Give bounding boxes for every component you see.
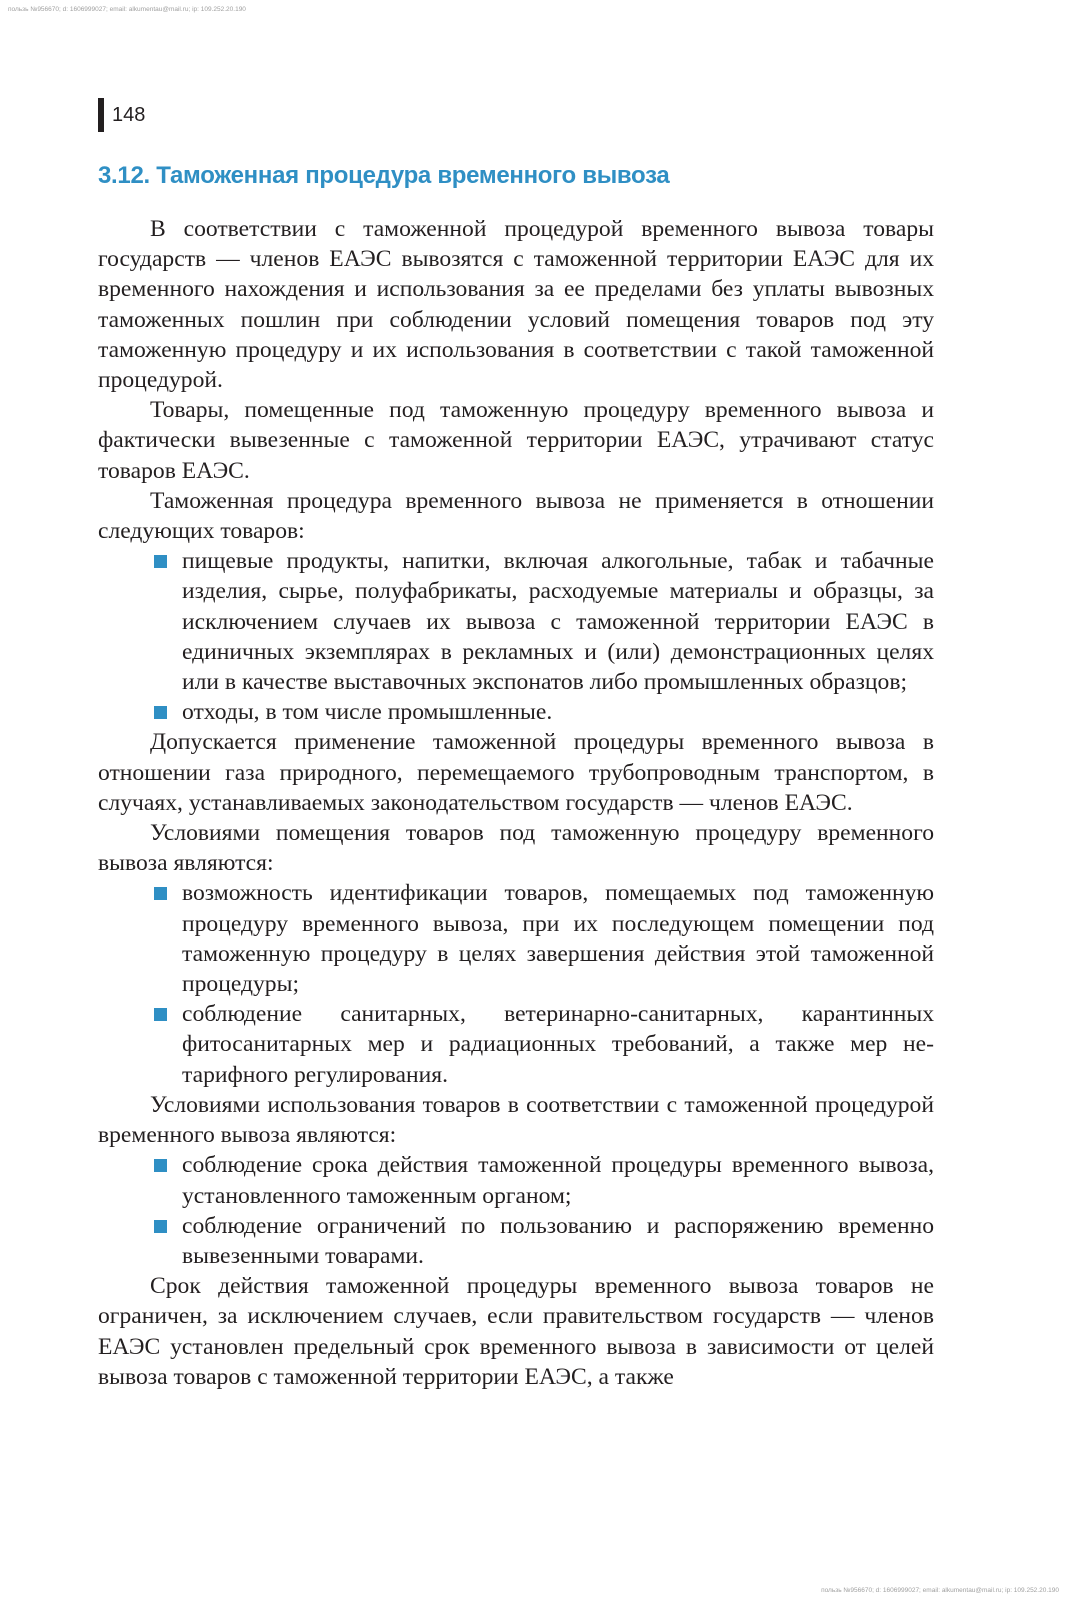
usage-conditions-list	[98, 1150, 934, 1271]
list-item-text: соблюдение срока действия таможенной процедуры временного вывоза, установленного таможенным органом;	[182, 1152, 934, 1209]
list-item	[98, 878, 934, 999]
square-bullet-icon	[154, 1008, 167, 1021]
list-item-text: пищевые продукты, напитки, включая алкогольные, табак и табачные изделия, сырье, полуфабрикаты, расходуемые материалы и образцы, за исключением случаев их вывоза с таможенной территории ЕАЭС в единичных экземплярах в рекламных и (или) демонстрационных целях или в качестве выставочных экспонатов либо промышленных образцов;	[182, 548, 934, 696]
square-bullet-icon	[154, 706, 167, 719]
page-number: 148	[112, 104, 146, 126]
list-item-text: возможность идентификации товаров, помещаемых под таможенную процедуру временного вывоза, при их последующем помещении под таможенную процедуру в целях завершения действия этой таможенной процедуры;	[182, 880, 934, 998]
paragraph: В соответствии с таможенной процедурой временного вывоза товары государств — членов ЕАЭС вывозятся с таможенной территории ЕАЭС для их временного нахождения и использования за ее пределами без уплаты вывозных таможенных пошлин при соблюдении условий помещения товаров под эту таможенную процедуру и их использования в соответствии с такой таможенной процедурой.	[98, 216, 934, 394]
placement-conditions-list	[98, 878, 934, 1089]
list-item	[98, 1150, 934, 1210]
paragraph: Допускается применение таможенной процедуры временного вывоза в отношении газа природного, перемещаемого трубопроводным транспортом, в случаях, устанавливаемых законодательством государств — членов ЕАЭС.	[98, 729, 934, 816]
paragraph: Условиями помещения товаров под таможенную процедуру временного вывоза являются:	[98, 820, 934, 877]
watermark-top: пользь №956670; d: 1606999027; email: alkumentau@mail.ru; ip: 109.252.20.190	[8, 6, 246, 13]
page-number-block	[98, 98, 145, 132]
list-item	[98, 1211, 934, 1271]
square-bullet-icon	[154, 555, 167, 568]
square-bullet-icon	[154, 887, 167, 900]
list-item-text: соблюдение санитарных, ветеринарно-санитарных, карантинных фитосанитарных мер и радиационных требований, а также мер нетарифного регулирования.	[182, 1001, 934, 1088]
square-bullet-icon	[154, 1159, 167, 1172]
list-item-text: отходы, в том числе промышленные.	[182, 699, 553, 726]
list-item	[98, 697, 934, 727]
watermark-bottom: пользь №956670; d: 1606999027; email: alkumentau@mail.ru; ip: 109.252.20.190	[821, 1587, 1059, 1594]
excluded-goods-list	[98, 546, 934, 727]
section-title: 3.12. Таможенная процедура временного вывоза	[98, 162, 670, 189]
paragraph: Таможенная процедура временного вывоза не применяется в отношении следующих товаров:	[98, 487, 934, 545]
page-number-bar	[98, 98, 104, 132]
paragraph: Товары, помещенные под таможенную процедуру временного вывоза и фактически вывезенные с таможенной территории ЕАЭС, утрачивают статус товаров ЕАЭС.	[98, 397, 934, 484]
list-item-text: соблюдение ограничений по пользованию и распоряжению временно вывезенными товарами.	[182, 1212, 934, 1269]
paragraph: Условиями использования товаров в соответствии с таможенной процедурой временного вывоза являются:	[98, 1091, 934, 1149]
square-bullet-icon	[154, 1220, 167, 1233]
list-item	[98, 999, 934, 1090]
paragraph: Срок действия таможенной процедуры временного вывоза товаров не ограничен, за исключением случаев, если правительством государств — членов ЕАЭС установлен предельный срок временного вывоза в зависимости от целей вывоза товаров с таможенной территории ЕАЭС, а также	[98, 1273, 934, 1390]
body-text	[98, 214, 934, 1392]
list-item	[98, 546, 934, 697]
